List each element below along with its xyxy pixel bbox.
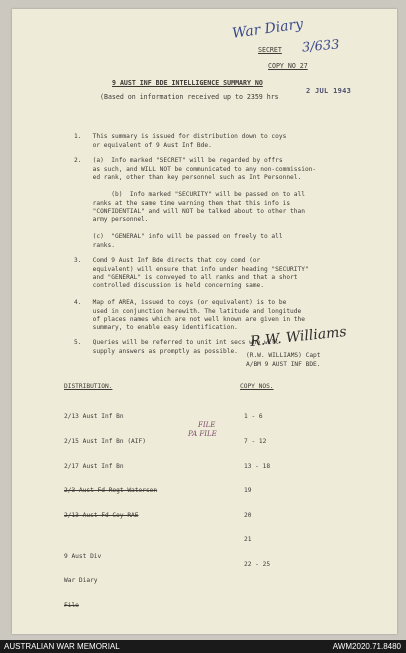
distribution-row: 9 Aust Div (64, 552, 102, 560)
distribution-row: 2/15 Aust Inf Bn (AIF) (64, 438, 146, 446)
distribution-list (64, 397, 157, 627)
archive-footer (0, 640, 406, 653)
handwritten-file-note: FILE (198, 421, 216, 429)
paragraph-2c: (c) "GENERAL" info will be passed on freely to all ranks. (74, 233, 283, 249)
paragraph-3: 3. Comd 9 Aust Inf Bde directs that coy comd (or equivalent) will ensure that info under heading "SECURITY" and "GENERAL" is conveyed to all ranks and that a short controlled discussion is held concerning same. (74, 257, 309, 290)
distribution-row: 2/13 Aust Inf Bn (64, 413, 124, 421)
footer-accession-number: AWM2020.71.8480 (332, 642, 401, 651)
document-subtitle: (Based on information received up to 2359 hrs (100, 93, 279, 101)
paragraph-4: 4. Map of AREA, issued to coys (or equivalent) is to be used in conjunction herewith. The latitude and longitude of places names which are not well known are given in the summary, to enable easy identification. (74, 299, 305, 332)
signature-scrawl: R.W. Williams (249, 323, 348, 351)
document-page (12, 9, 397, 634)
paragraph-5: 5. Queries will be referred to unit int secs who will supply answers as promptly as possible. (74, 339, 279, 355)
distribution-row: File (64, 602, 79, 610)
distribution-heading: DISTRIBUTION. (64, 383, 113, 390)
signatory-role: A/BM 9 AUST INF BDE. (246, 361, 321, 368)
received-date-stamp: 2 JUL 1943 (306, 87, 352, 95)
copy-numbers-list: 1 - 6 7 - 12 13 - 18 19 20 21 22 - 25 (244, 413, 271, 569)
distribution-row: 2/3 Aust Fd Regt Waterson (64, 487, 158, 495)
handwritten-war-diary: War Diary (231, 16, 305, 42)
signatory-name: (R.W. WILLIAMS) Capt (246, 352, 321, 359)
distribution-row: 2/13 Aust Fd Coy RAE (64, 511, 139, 519)
copy-numbers-heading: COPY NOS. (240, 383, 274, 390)
paragraph-2b: (b) Info marked "SECURITY" will be passed on to all ranks at the same time warning them that this info is "CONFIDENTIAL" and will NOT be talked about to other than army personnel. (74, 191, 305, 224)
distribution-row: War Diary (64, 577, 98, 585)
handwritten-reference: 3/633 (301, 37, 341, 56)
handwritten-pa-file-note: PA FILE (188, 430, 217, 438)
paragraph-1: 1. This summary is issued for distribution down to coys or equivalent of 9 Aust Inf Bde. (74, 133, 287, 149)
paragraph-2a: 2. (a) Info marked "SECRET" will be regarded by offrs as such, and WILL NOT be communicated to any non-commission- ed rank, other than key personnel such as Int Personnel. (74, 157, 317, 181)
document-title: 9 AUST INF BDE INTELLIGENCE SUMMARY NO (112, 79, 263, 87)
security-classification: SECRET (258, 46, 282, 54)
footer-institution: AUSTRALIAN WAR MEMORIAL (4, 642, 120, 651)
copy-number: COPY NO 27 (268, 62, 308, 70)
distribution-row: 2/17 Aust Inf Bn (64, 462, 124, 470)
